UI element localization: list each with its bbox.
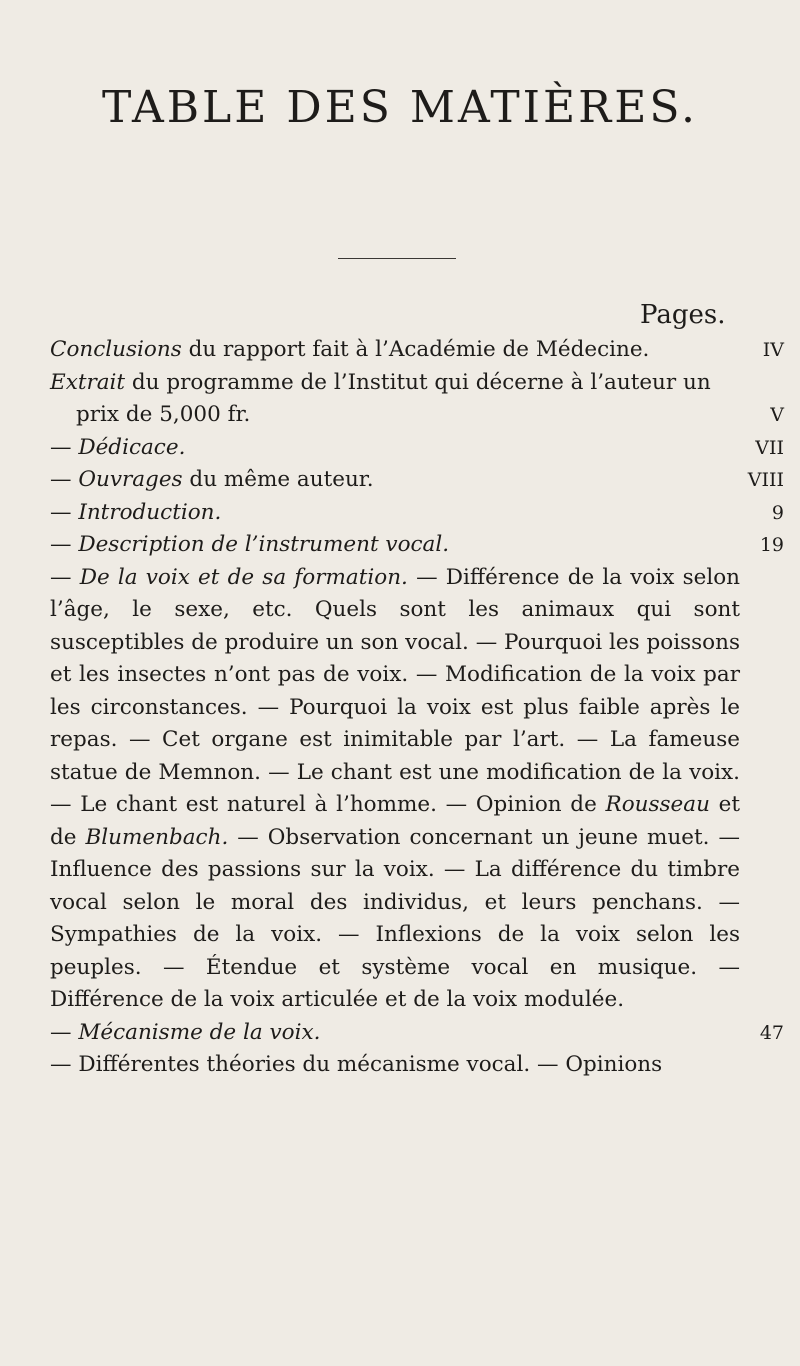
toc-entry-title: Introduction. [78, 499, 222, 525]
toc-entry-page: VII [755, 436, 784, 459]
toc-entry-text: du rapport fait à l’Académie de Médecine. [181, 337, 650, 362]
toc-entry [50, 529, 790, 562]
title-divider [338, 258, 456, 259]
toc-entry-author: Blumenbach. [85, 824, 229, 850]
toc-entry-text: — Observation concernant un jeune muet. — Influence des passions sur la voix. — La différence du timbre vocal selon le moral des individus, et leurs penchans. — Sympathies de la voix. — Inflexions de la voix selon les peuples. — Étendue et système vocal en musique. — Différence de la voix articulée et de la voix modulée. [50, 824, 740, 1012]
toc-entry [50, 1049, 790, 1082]
toc-entry-text: du programme de l’Institut qui décerne à l’auteur un prix de 5,000 fr. [76, 369, 711, 427]
toc-entry-page: 9 [771, 501, 784, 524]
toc-entry-title: Ouvrages [78, 467, 183, 492]
toc-entry-text: et de [50, 792, 740, 850]
toc-entry-text: du même auteur. [182, 467, 374, 492]
toc-entry [50, 432, 790, 465]
toc-entry-title: Dédicace. [78, 434, 186, 460]
toc-entry [50, 497, 790, 530]
toc-entry-dash: — [50, 467, 79, 492]
toc-entry-page: V [770, 404, 784, 426]
toc-entry-page: VIII [747, 469, 784, 491]
toc-entry [50, 367, 790, 432]
toc-entry-dash: — [50, 1052, 79, 1077]
toc-entry-title: De la voix et de sa formation. [79, 564, 408, 590]
toc-entry-dash: — [50, 1019, 79, 1045]
toc-entry-dash: — [50, 564, 80, 590]
toc-entry-page: IV [762, 339, 784, 361]
page-title: TABLE DES MATIÈRES. [102, 82, 698, 133]
toc-entry-title: Extrait [50, 369, 126, 395]
toc-entry [50, 464, 790, 497]
toc-entry-title: Mécanisme de la voix. [78, 1019, 321, 1045]
toc-entry [50, 562, 790, 1017]
table-of-contents [50, 334, 790, 1082]
toc-entry-text: Différentes théories du mécanisme vocal. — Opinions [78, 1052, 663, 1077]
toc-entry-title: Conclusions [50, 337, 182, 362]
toc-entry [50, 334, 790, 367]
toc-entry-text: — Différence de la voix selon l’âge, le sexe, etc. Quels sont les animaux qui sont susceptibles de produire un son vocal. — Pourquoi les poissons et les insectes n’ont pas de voix. — Modification de la voix par les circonstances. — Pourquoi la voix est plus faible après le repas. — Cet organe est inimitable par l’art. — La fameuse statue de Memnon. — Le chant est une modification de la voix. — Le chant est naturel à l’homme. — Opinion de [50, 564, 740, 817]
toc-entry [50, 1017, 790, 1050]
toc-entry-title: Description de l’instrument vocal. [78, 532, 450, 557]
toc-entry-dash: — [50, 532, 79, 557]
pages-column-label: Pages. [640, 300, 726, 330]
toc-entry-dash: — [50, 499, 79, 525]
toc-entry-dash: — [50, 434, 79, 460]
toc-entry-page: 47 [759, 1021, 784, 1044]
toc-entry-author: Rousseau [605, 792, 710, 817]
toc-entry-page: 19 [759, 534, 784, 556]
